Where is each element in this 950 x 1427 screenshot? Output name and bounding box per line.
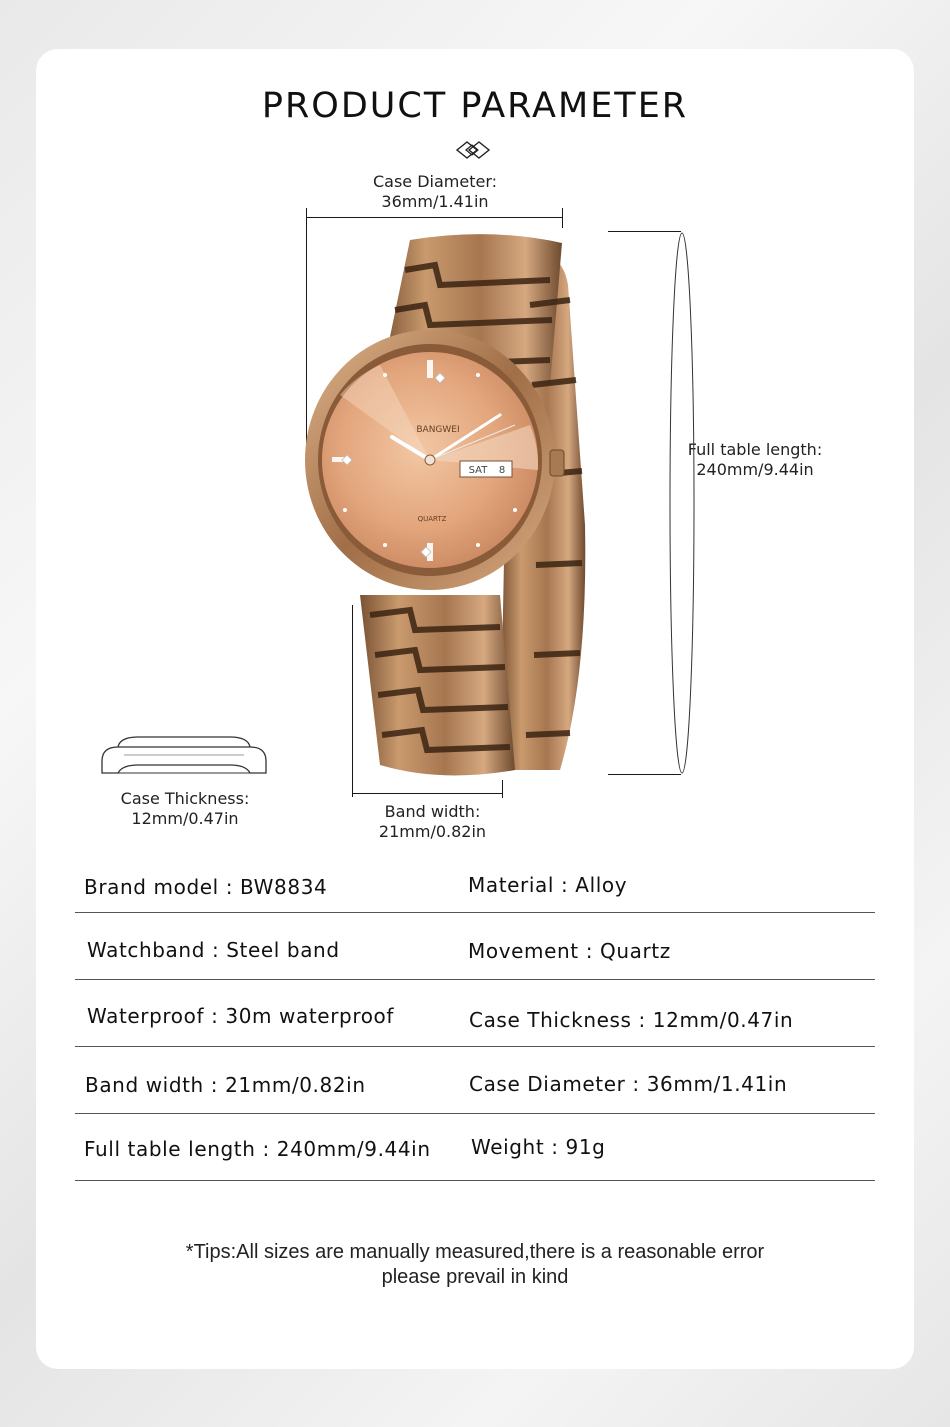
spec-movement: Movement : Quartz [468, 939, 671, 963]
case-diameter-label: Case Diameter: [372, 172, 498, 191]
tips-line-2: please prevail in kind [381, 1266, 569, 1288]
watch-date-text: 8 [498, 465, 506, 476]
watch-day-text: SAT [468, 465, 488, 476]
case-thickness-value: 12mm/0.47in [131, 809, 239, 828]
spec-case-thickness: Case Thickness : 12mm/0.47in [469, 1008, 794, 1032]
page-title: PRODUCT PARAMETER [261, 86, 689, 126]
tips-note [0, 1240, 950, 1290]
table-row-divider [75, 979, 875, 980]
table-row-divider [75, 1046, 875, 1047]
spec-material: Material : Alloy [468, 873, 628, 897]
spec-weight: Weight : 91g [471, 1135, 606, 1159]
spec-band-width: Band width : 21mm/0.82in [85, 1073, 366, 1097]
case-thickness-icon [98, 735, 270, 780]
table-row-divider [75, 1180, 875, 1181]
spec-full-length: Full table length : 240mm/9.44in [84, 1137, 431, 1161]
band-width-label: Band width: [384, 802, 481, 821]
spec-waterproof: Waterproof : 30m waterproof [87, 1004, 395, 1028]
table-row-divider [75, 912, 875, 913]
full-length-value: 240mm/9.44in [696, 460, 814, 479]
case-thickness-label: Case Thickness: [120, 789, 250, 808]
spec-case-diameter: Case Diameter : 36mm/1.41in [469, 1072, 788, 1096]
diamond-ornament-icon [455, 140, 495, 160]
spec-brand-model: Brand model : BW8834 [84, 875, 328, 899]
diameter-rule-horizontal [306, 217, 563, 218]
band-width-annotation [355, 802, 510, 842]
full-length-label: Full table length: [687, 440, 823, 459]
watch-quartz-text: QUARTZ [417, 515, 447, 523]
band-rule-horizontal [352, 793, 503, 794]
table-row-divider [75, 1113, 875, 1114]
band-width-value: 21mm/0.82in [378, 822, 487, 841]
case-diameter-annotation [350, 172, 520, 212]
tips-line-1: *Tips:All sizes are manually measured,there is a reasonable error [185, 1241, 765, 1263]
watch-brand-text: BANGWEI [416, 425, 460, 435]
watch-image [300, 225, 600, 785]
case-thickness-annotation [105, 789, 265, 829]
case-diameter-value: 36mm/1.41in [381, 192, 489, 211]
spec-watchband: Watchband : Steel band [87, 938, 340, 962]
length-ellipse-guide [664, 228, 704, 778]
